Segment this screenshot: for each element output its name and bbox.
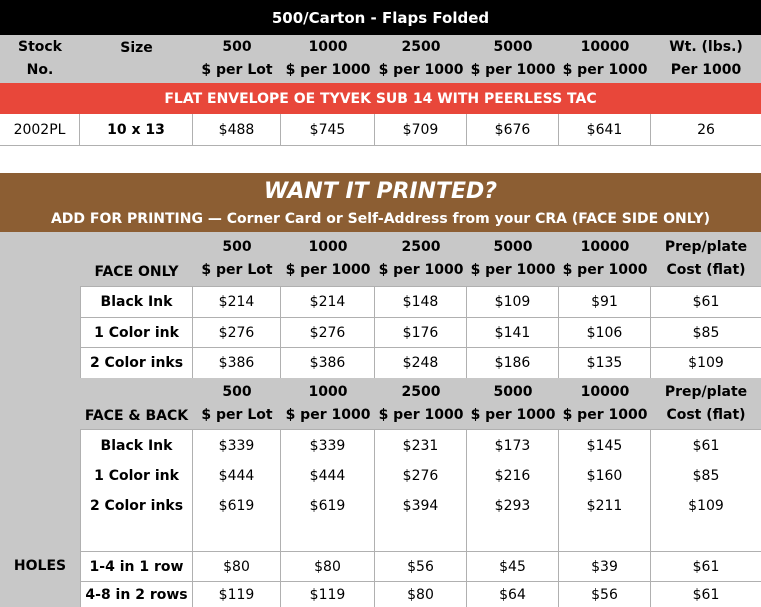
price-5000: $216	[467, 461, 559, 491]
price-2500: $148	[375, 286, 467, 317]
face-back-label: FACE & BACK	[84, 408, 189, 424]
price-500: $80	[193, 551, 281, 581]
face-only-qty-10000: 10000 $ per 1000	[562, 239, 648, 278]
column-header	[0, 35, 761, 83]
price-10000: $91	[559, 286, 651, 317]
price-2500: $231	[375, 429, 467, 461]
face-only-qty-5000: 5000 $ per 1000	[470, 239, 556, 278]
price-5000: $293	[467, 491, 559, 521]
price-5000: $141	[467, 317, 559, 347]
product-price-5000: $676	[467, 114, 559, 145]
prep-cost: $61	[651, 429, 761, 461]
row-label: 1 Color ink	[80, 317, 193, 347]
price-500: $276	[193, 317, 281, 347]
price-500: $444	[193, 461, 281, 491]
price-5000: $186	[467, 347, 559, 378]
price-10000: $39	[559, 551, 651, 581]
price-2500: $56	[375, 551, 467, 581]
qty-header-1000: 1000 $ per 1000	[285, 39, 371, 78]
product-banner	[0, 83, 761, 114]
size-header: Size	[120, 40, 153, 56]
face-back-header	[0, 378, 761, 429]
product-price-1000: $745	[281, 114, 375, 145]
prep-cost: $61	[651, 286, 761, 317]
printed-banner-subtitle: ADD FOR PRINTING — Corner Card or Self-Address from your CRA (FACE SIDE ONLY)	[50, 211, 711, 227]
prep-cost: $85	[651, 461, 761, 491]
product-banner-text: FLAT ENVELOPE OE TYVEK SUB 14 WITH PEERLESS TAC	[164, 90, 597, 107]
face-only-row-1color	[0, 317, 761, 347]
qty-header-2500: 2500 $ per 1000	[378, 39, 464, 78]
price-2500: $248	[375, 347, 467, 378]
price-500: $119	[193, 581, 281, 607]
qty-header-500: 500 $ per Lot	[201, 39, 273, 78]
price-2500: $276	[375, 461, 467, 491]
price-2500: $176	[375, 317, 467, 347]
price-5000: $45	[467, 551, 559, 581]
prep-cost: $109	[651, 347, 761, 378]
price-5000: $64	[467, 581, 559, 607]
price-5000: $109	[467, 286, 559, 317]
price-1000: $80	[281, 551, 375, 581]
price-2500: $80	[375, 581, 467, 607]
printed-banner	[0, 173, 761, 232]
price-500: $619	[193, 491, 281, 521]
product-size: 10 x 13	[80, 114, 193, 145]
face-back-qty-10000: 10000 $ per 1000	[562, 383, 648, 423]
price-10000: $56	[559, 581, 651, 607]
price-1000: $619	[281, 491, 375, 521]
price-1000: $119	[281, 581, 375, 607]
printed-banner-title: WANT IT PRINTED?	[263, 178, 498, 204]
price-1000: $339	[281, 429, 375, 461]
row-label: 1 Color ink	[80, 461, 193, 491]
face-only-qty-500: 500 $ per Lot	[201, 239, 273, 278]
product-row	[0, 114, 761, 146]
face-only-qty-1000: 1000 $ per 1000	[285, 239, 371, 278]
row-label: 4-8 in 2 rows	[80, 581, 193, 607]
price-1000: $214	[281, 286, 375, 317]
product-price-2500: $709	[375, 114, 467, 145]
price-500: $339	[193, 429, 281, 461]
holes-row-1	[0, 551, 761, 581]
price-1000: $444	[281, 461, 375, 491]
holes-row-2	[0, 581, 761, 607]
prep-cost: $61	[651, 551, 761, 581]
stock-no-header: Stock No.	[17, 39, 62, 78]
product-price-500: $488	[193, 114, 281, 145]
prep-cost: $61	[651, 581, 761, 607]
price-2500: $394	[375, 491, 467, 521]
weight-header: Wt. (lbs.) Per 1000	[669, 39, 743, 78]
row-label: Black Ink	[80, 286, 193, 317]
row-label: Black Ink	[80, 429, 193, 461]
face-only-header	[0, 232, 761, 286]
face-only-label: FACE ONLY	[94, 264, 179, 280]
product-price-10000: $641	[559, 114, 651, 145]
row-label: 2 Color inks	[80, 347, 193, 378]
face-back-row-1color	[0, 461, 761, 491]
face-only-prep-header: Prep/plate Cost (flat)	[664, 239, 748, 278]
price-500: $214	[193, 286, 281, 317]
product-stock-no: 2002PL	[0, 114, 80, 145]
face-back-row-black	[0, 429, 761, 461]
row-label: 1-4 in 1 row	[80, 551, 193, 581]
holes-label: HOLES	[13, 558, 67, 574]
price-10000: $106	[559, 317, 651, 347]
face-only-row-black	[0, 286, 761, 317]
price-10000: $211	[559, 491, 651, 521]
page-title: 500/Carton - Flaps Folded	[271, 8, 490, 27]
prep-cost: $109	[651, 491, 761, 521]
face-only-qty-2500: 2500 $ per 1000	[378, 239, 464, 278]
row-label: 2 Color inks	[80, 491, 193, 521]
qty-header-10000: 10000 $ per 1000	[562, 39, 648, 78]
face-back-row-2color	[0, 491, 761, 521]
price-5000: $173	[467, 429, 559, 461]
face-only-row-2color	[0, 347, 761, 378]
face-back-qty-500: 500 $ per Lot	[201, 383, 273, 423]
prep-cost: $85	[651, 317, 761, 347]
product-weight: 26	[697, 121, 715, 138]
face-back-prep-header: Prep/plate Cost (flat)	[664, 383, 748, 423]
price-10000: $160	[559, 461, 651, 491]
title-bar	[0, 0, 761, 35]
price-500: $386	[193, 347, 281, 378]
face-back-qty-5000: 5000 $ per 1000	[470, 383, 556, 423]
face-back-blank-row	[0, 521, 761, 551]
price-10000: $135	[559, 347, 651, 378]
face-back-qty-2500: 2500 $ per 1000	[378, 383, 464, 423]
qty-header-5000: 5000 $ per 1000	[470, 39, 556, 78]
face-back-qty-1000: 1000 $ per 1000	[285, 383, 371, 423]
price-1000: $386	[281, 347, 375, 378]
price-1000: $276	[281, 317, 375, 347]
price-10000: $145	[559, 429, 651, 461]
spacer-row	[0, 146, 761, 173]
